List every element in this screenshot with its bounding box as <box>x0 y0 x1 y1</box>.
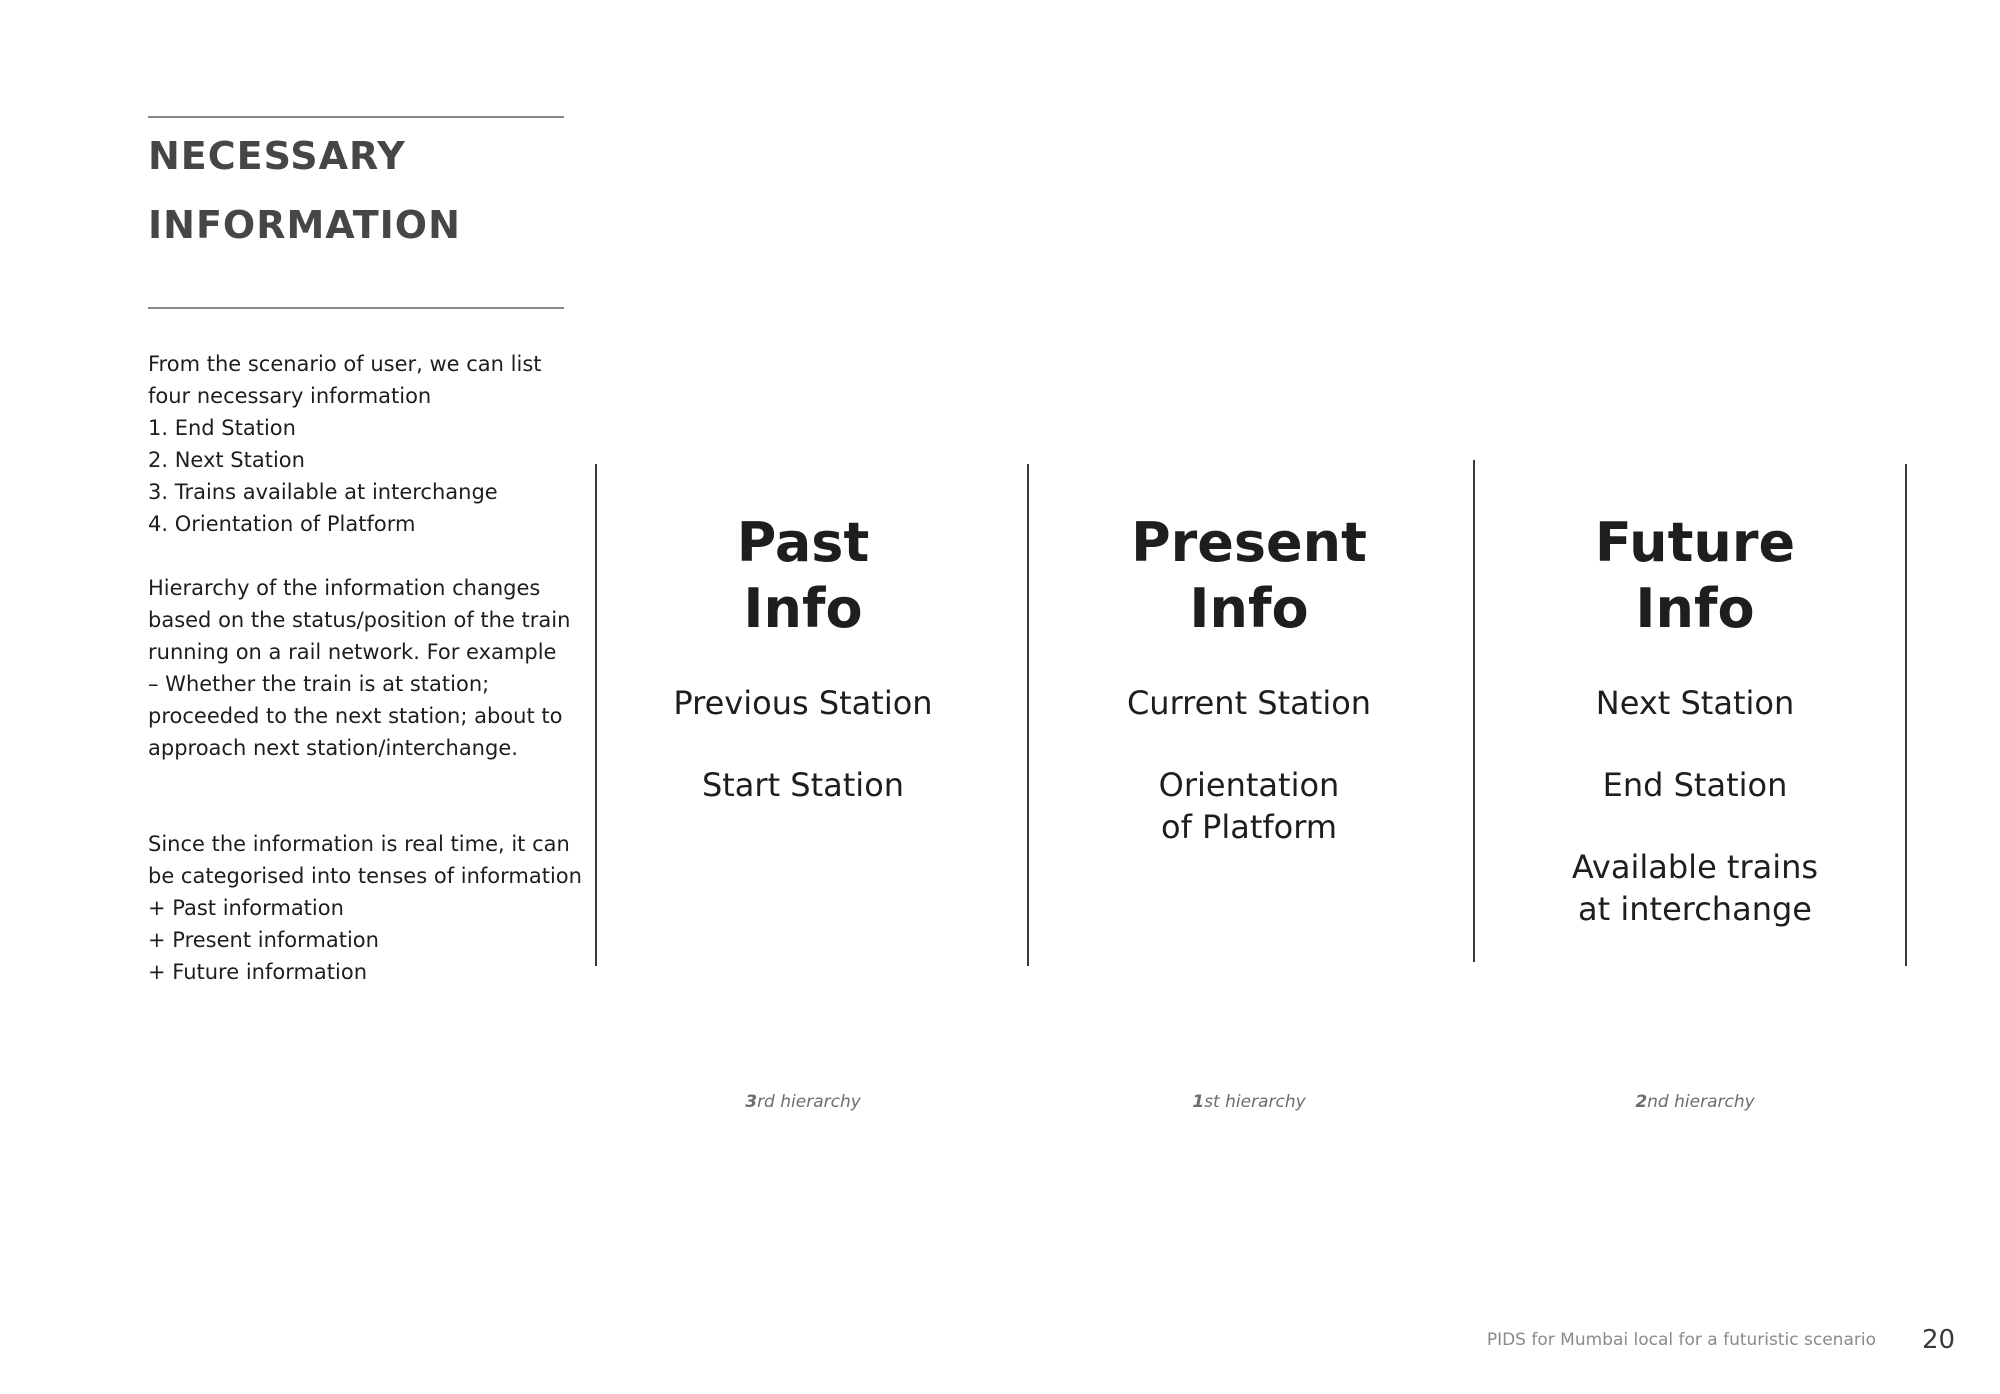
current-station-item: Current Station <box>1126 684 1372 722</box>
column-divider-2 <box>1027 464 1029 966</box>
hierarchy-rank: 1 <box>1192 1092 1205 1112</box>
title-line: Future <box>1594 511 1796 574</box>
past-info-title <box>593 510 1013 642</box>
page-title <box>148 122 568 260</box>
text-line: proceeded to the next station; about to <box>148 704 563 728</box>
present-info-items <box>1039 682 1459 848</box>
list-item: 2. Next Station <box>148 448 305 472</box>
future-hierarchy-caption <box>1485 1092 1905 1112</box>
text-line: four necessary information <box>148 384 432 408</box>
top-divider <box>148 116 564 118</box>
past-info-column <box>593 510 1013 846</box>
title-line: Past <box>736 511 870 574</box>
title-line: Info <box>1189 577 1309 640</box>
heading-divider <box>148 307 564 309</box>
present-info-title <box>1039 510 1459 642</box>
end-station-item: End Station <box>1602 766 1788 804</box>
future-info-title <box>1485 510 1905 642</box>
list-item: 3. Trains available at interchange <box>148 480 498 504</box>
present-info-column <box>1039 510 1459 888</box>
hierarchy-label: rd hierarchy <box>757 1092 861 1112</box>
title-line: Present <box>1131 511 1367 574</box>
hierarchy-rank: 3 <box>745 1092 758 1112</box>
text-line: running on a rail network. For example <box>148 640 557 664</box>
hierarchy-label: st hierarchy <box>1204 1092 1306 1112</box>
past-info-items <box>593 682 1013 806</box>
text-line: based on the status/position of the train <box>148 608 571 632</box>
intro-paragraph <box>148 348 578 540</box>
hierarchy-rank: 2 <box>1635 1092 1648 1112</box>
page-number: 20 <box>1922 1325 1956 1355</box>
future-info-items <box>1485 682 1905 930</box>
text-line: From the scenario of user, we can list <box>148 352 542 376</box>
list-item: 4. Orientation of Platform <box>148 512 416 536</box>
item-line: Orientation <box>1158 766 1340 804</box>
hierarchy-label: nd hierarchy <box>1647 1092 1755 1112</box>
available-trains-item <box>1485 846 1905 930</box>
list-item: + Present information <box>148 928 379 952</box>
text-line: Since the information is real time, it can <box>148 832 570 856</box>
list-item: 1. End Station <box>148 416 296 440</box>
hierarchy-paragraph <box>148 572 578 764</box>
present-hierarchy-caption <box>1039 1092 1459 1112</box>
column-divider-4 <box>1905 464 1907 966</box>
list-item: + Future information <box>148 960 368 984</box>
previous-station-item: Previous Station <box>673 684 933 722</box>
platform-orientation-item <box>1039 764 1459 848</box>
page-title-line-2: INFORMATION <box>148 203 461 247</box>
title-line: Info <box>1635 577 1755 640</box>
footer-document-title: PIDS for Mumbai local for a futuristic scenario <box>1486 1330 1876 1350</box>
item-line: of Platform <box>1161 808 1337 846</box>
start-station-item: Start Station <box>701 766 905 804</box>
title-line: Info <box>743 577 863 640</box>
item-line: Available trains <box>1571 848 1819 886</box>
text-line: – Whether the train is at station; <box>148 672 490 696</box>
text-line: be categorised into tenses of information <box>148 864 582 888</box>
list-item: + Past information <box>148 896 344 920</box>
future-info-column <box>1485 510 1905 970</box>
item-line: at interchange <box>1578 890 1812 928</box>
text-line: approach next station/interchange. <box>148 736 518 760</box>
past-hierarchy-caption <box>593 1092 1013 1112</box>
next-station-item: Next Station <box>1595 684 1795 722</box>
tense-paragraph <box>148 828 582 988</box>
text-line: Hierarchy of the information changes <box>148 576 541 600</box>
page-title-line-1: NECESSARY <box>148 134 406 178</box>
column-divider-3 <box>1473 460 1475 962</box>
